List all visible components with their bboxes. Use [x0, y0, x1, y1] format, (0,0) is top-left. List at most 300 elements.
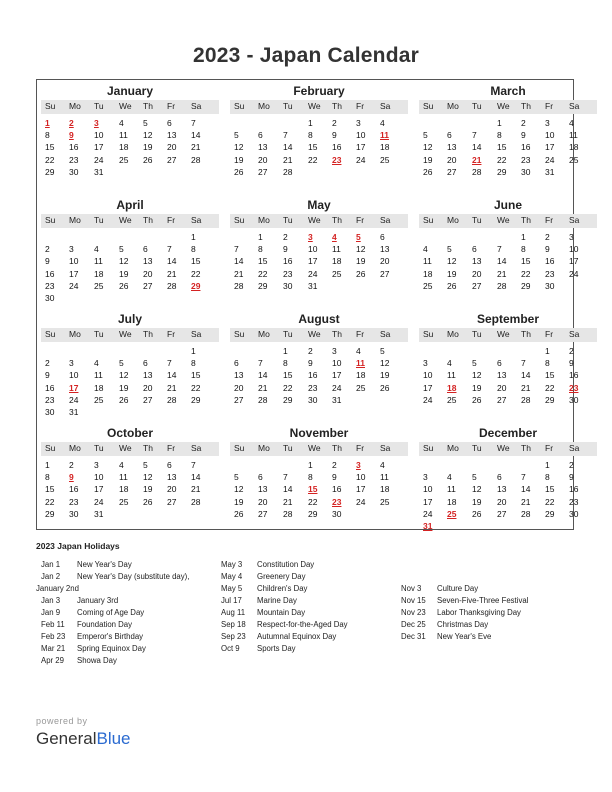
- calendar-date: 3: [69, 244, 74, 255]
- calendar-date: 8: [45, 472, 50, 483]
- month-name: March: [490, 84, 526, 98]
- holiday-name: New Year's Eve: [437, 632, 492, 641]
- calendar-date: 30: [332, 508, 342, 519]
- holiday-entry: [41, 608, 189, 620]
- holiday-date-label: Jan 3: [41, 596, 61, 605]
- month-august: [230, 312, 408, 422]
- calendar-date: 22: [497, 154, 507, 165]
- calendar-date: 15: [545, 484, 555, 495]
- holiday-date: 15: [308, 484, 318, 495]
- calendar-date: 1: [545, 460, 550, 470]
- weekday-label: We: [119, 215, 132, 225]
- weekday-header: [230, 100, 408, 114]
- month-july: [41, 312, 219, 422]
- calendar-date: 15: [45, 142, 55, 153]
- calendar-date: 19: [119, 382, 129, 393]
- calendar-date: 8: [521, 244, 526, 255]
- calendar-date: 7: [191, 118, 196, 128]
- calendar-date: 17: [356, 142, 366, 153]
- holiday-name: Foundation Day: [77, 620, 133, 629]
- holiday-entry: [221, 644, 348, 656]
- calendar-date: 4: [94, 244, 99, 255]
- calendar-date: 28: [234, 280, 244, 291]
- holiday-entry: [401, 584, 528, 596]
- calendar-date: 26: [143, 154, 153, 165]
- calendar-date: 16: [69, 484, 79, 495]
- calendar-date: 16: [283, 256, 293, 267]
- weekday-label: We: [497, 101, 510, 111]
- calendar-date: 4: [119, 118, 124, 128]
- brand-part-2: Blue: [96, 729, 131, 748]
- weekday-label: Tu: [472, 443, 482, 453]
- month-february: [230, 84, 408, 194]
- calendar-date: 4: [380, 118, 385, 128]
- calendar-date: 20: [258, 496, 268, 507]
- holiday-date-label: Jan 1: [41, 560, 61, 569]
- page-title: 2023 - Japan Calendar: [193, 44, 419, 67]
- month-name: January: [106, 84, 154, 98]
- weekday-label: Mo: [258, 215, 270, 225]
- calendar-date: 27: [380, 268, 390, 279]
- calendar-date: 6: [258, 472, 263, 483]
- holiday-name: Autumnal Equinox Day: [257, 632, 337, 641]
- calendar-date: 20: [258, 154, 268, 165]
- calendar-date: 31: [94, 166, 104, 177]
- weekday-label: Fr: [167, 101, 176, 111]
- month-name: September: [476, 312, 540, 326]
- calendar-date: 29: [45, 166, 55, 177]
- calendar-date: 4: [569, 118, 574, 128]
- calendar-date: 30: [69, 166, 79, 177]
- calendar-date: 11: [447, 370, 456, 381]
- calendar-date: 1: [545, 346, 550, 356]
- calendar-date: 7: [258, 358, 263, 369]
- calendar-date: 8: [308, 130, 313, 141]
- calendar-date: 2: [45, 244, 50, 255]
- holiday-name: Coming of Age Day: [77, 608, 145, 617]
- calendar-date: 25: [119, 496, 129, 507]
- weekday-label: Mo: [258, 443, 270, 453]
- calendar-date: 26: [472, 394, 482, 405]
- calendar-date: 19: [356, 256, 366, 267]
- holiday-column: [221, 560, 348, 656]
- calendar-date: 12: [143, 130, 153, 141]
- calendar-date: 1: [45, 460, 50, 470]
- calendar-date: 16: [545, 256, 555, 267]
- calendar-date: 30: [545, 280, 555, 291]
- calendar-date: 27: [447, 166, 457, 177]
- calendar-date: 18: [119, 484, 129, 495]
- weekday-label: Su: [423, 101, 434, 111]
- weekday-label: We: [497, 329, 510, 339]
- calendar-date: 6: [167, 460, 172, 470]
- calendar-date: 8: [545, 358, 550, 369]
- calendar-date: 25: [119, 154, 129, 165]
- calendar-date: 26: [119, 280, 129, 291]
- calendar-date: 30: [45, 407, 55, 417]
- calendar-date: 8: [191, 358, 196, 369]
- holiday-date-label: Mar 21: [41, 644, 66, 653]
- calendar-date: 18: [119, 142, 129, 153]
- weekday-label: Sa: [191, 329, 202, 339]
- calendar-date: 9: [521, 130, 526, 141]
- calendar-date: 6: [380, 232, 385, 242]
- calendar-date: 19: [472, 496, 482, 507]
- calendar-date: 12: [234, 142, 244, 153]
- holiday-name: New Year's Day (substitute day),: [77, 572, 190, 581]
- calendar-date: 22: [191, 382, 201, 393]
- calendar-date: 7: [497, 244, 502, 255]
- calendar-date: 20: [472, 268, 482, 279]
- holiday-name: Sports Day: [257, 644, 296, 653]
- calendar-date: 6: [234, 358, 239, 369]
- calendar-date: 13: [143, 256, 153, 267]
- calendar-date: 23: [521, 154, 531, 165]
- calendar-date: 24: [356, 496, 366, 507]
- calendar-date: 12: [472, 370, 482, 381]
- calendar-date: 20: [143, 382, 153, 393]
- calendar-date: 19: [234, 154, 244, 165]
- calendar-date: 18: [569, 142, 579, 153]
- holiday-entry: [41, 572, 189, 584]
- calendar-date: 25: [447, 394, 457, 405]
- calendar-date: 15: [308, 142, 318, 153]
- calendar-date: 12: [472, 484, 482, 495]
- calendar-date: 10: [308, 244, 318, 255]
- weekday-label: Th: [332, 101, 342, 111]
- weekday-label: We: [119, 329, 132, 339]
- calendar-date: 7: [472, 130, 477, 141]
- weekday-label: Th: [521, 329, 531, 339]
- calendar-date: 24: [423, 394, 433, 405]
- calendar-date: 17: [69, 268, 79, 279]
- weekday-label: We: [119, 443, 132, 453]
- calendar-date: 25: [94, 280, 104, 291]
- weekday-label: Su: [234, 101, 245, 111]
- calendar-date: 21: [191, 142, 201, 153]
- calendar-date: 5: [119, 358, 124, 369]
- calendar-date: 22: [545, 496, 555, 507]
- calendar-date: 26: [423, 166, 433, 177]
- calendar-date: 3: [69, 358, 74, 369]
- calendar-date: 1: [308, 460, 313, 470]
- calendar-date: 26: [119, 394, 129, 405]
- calendar-date: 8: [258, 244, 263, 255]
- calendar-date: 5: [423, 130, 428, 141]
- holiday-date-label: Oct 9: [221, 644, 240, 653]
- calendar-date: 25: [380, 496, 390, 507]
- weekday-label: Tu: [472, 329, 482, 339]
- holiday-date: 5: [356, 232, 361, 242]
- calendar-date: 19: [234, 496, 244, 507]
- calendar-date: 18: [94, 268, 104, 279]
- calendar-date: 7: [234, 244, 239, 255]
- holiday-date: 3: [356, 460, 361, 470]
- weekday-label: Su: [234, 443, 245, 453]
- weekday-label: Tu: [94, 215, 104, 225]
- calendar-date: 7: [167, 358, 172, 369]
- month-march: [419, 84, 597, 194]
- holiday-name: Showa Day: [77, 656, 117, 665]
- calendar-date: 11: [423, 256, 432, 267]
- holiday-date-label: Jul 17: [221, 596, 242, 605]
- calendar-date: 13: [167, 472, 177, 483]
- month-name: June: [493, 198, 522, 212]
- holiday-name: New Year's Day: [77, 560, 132, 569]
- calendar-date: 30: [569, 508, 579, 519]
- weekday-label: Mo: [447, 215, 459, 225]
- calendar-date: 4: [94, 358, 99, 369]
- calendar-date: 14: [283, 484, 293, 495]
- calendar-date: 30: [69, 508, 79, 519]
- holiday-date: 21: [472, 154, 482, 165]
- calendar-date: 14: [258, 370, 268, 381]
- calendar-date: 2: [332, 118, 337, 128]
- holiday-date: 23: [332, 496, 342, 507]
- weekday-header: [41, 100, 219, 114]
- calendar-date: 18: [94, 382, 104, 393]
- calendar-date: 13: [472, 256, 482, 267]
- calendar-date: 23: [45, 394, 55, 405]
- holiday-date: 31: [423, 521, 433, 531]
- calendar-date: 24: [94, 496, 104, 507]
- month-name: February: [293, 84, 345, 98]
- calendar-date: 23: [45, 280, 55, 291]
- calendar-date: 16: [332, 484, 342, 495]
- holiday-date: 25: [447, 508, 457, 519]
- calendar-date: 9: [308, 358, 313, 369]
- holiday-entry: [221, 584, 348, 596]
- weekday-label: Th: [521, 101, 531, 111]
- calendar-date: 31: [308, 280, 318, 291]
- holiday-name: Marine Day: [257, 596, 297, 605]
- calendar-date: 28: [521, 394, 531, 405]
- holiday-date-label: Apr 29: [41, 656, 64, 665]
- weekday-label: Fr: [356, 329, 365, 339]
- calendar-date: 10: [94, 130, 104, 141]
- calendar-date: 18: [380, 142, 390, 153]
- weekday-header: [419, 214, 597, 228]
- calendar-date: 25: [423, 280, 433, 291]
- month-september: [419, 312, 597, 422]
- calendar-date: 16: [521, 142, 531, 153]
- calendar-date: 7: [521, 358, 526, 369]
- calendar-date: 15: [45, 484, 55, 495]
- weekday-label: Su: [45, 215, 56, 225]
- calendar-date: 19: [143, 142, 153, 153]
- holiday-entry: [221, 608, 348, 620]
- weekday-header: [230, 214, 408, 228]
- calendar-date: 16: [45, 268, 55, 279]
- holiday-date: 9: [69, 130, 74, 141]
- weekday-label: Su: [45, 101, 56, 111]
- calendar-date: 18: [332, 256, 342, 267]
- calendar-date: 2: [569, 460, 574, 470]
- calendar-date: 9: [45, 370, 50, 381]
- calendar-date: 9: [569, 358, 574, 369]
- calendar-date: 18: [447, 496, 457, 507]
- weekday-label: Tu: [283, 329, 293, 339]
- weekday-header: [419, 100, 597, 114]
- month-name: July: [117, 312, 142, 326]
- calendar-date: 1: [497, 118, 502, 128]
- calendar-date: 15: [497, 142, 507, 153]
- calendar-date: 14: [283, 142, 293, 153]
- calendar-date: 27: [497, 508, 507, 519]
- calendar-date: 14: [191, 472, 201, 483]
- calendar-date: 21: [167, 382, 177, 393]
- calendar-date: 13: [258, 484, 268, 495]
- calendar-date: 17: [423, 382, 433, 393]
- calendar-date: 29: [283, 394, 293, 405]
- calendar-date: 5: [380, 346, 385, 356]
- calendar-date: 18: [380, 484, 390, 495]
- calendar-date: 24: [332, 382, 342, 393]
- weekday-label: Tu: [94, 101, 104, 111]
- calendar-date: 5: [234, 130, 239, 141]
- weekday-label: Mo: [69, 329, 81, 339]
- calendar-date: 2: [69, 460, 74, 470]
- calendar-date: 5: [447, 244, 452, 255]
- holiday-name: January 2nd: [36, 584, 79, 593]
- calendar-date: 24: [569, 268, 579, 279]
- calendar-date: 22: [191, 268, 201, 279]
- calendar-date: 21: [283, 154, 293, 165]
- calendar-date: 9: [545, 244, 550, 255]
- calendar-date: 21: [258, 382, 268, 393]
- calendar-date: 20: [447, 154, 457, 165]
- weekday-label: Th: [332, 329, 342, 339]
- calendar-date: 28: [167, 394, 177, 405]
- holiday-entry: [41, 644, 189, 656]
- calendar-date: 27: [497, 394, 507, 405]
- calendar-date: 21: [521, 382, 531, 393]
- calendar-date: 15: [283, 370, 293, 381]
- calendar-date: 12: [119, 256, 129, 267]
- weekday-header: [419, 328, 597, 342]
- holiday-entry: [221, 560, 348, 572]
- calendar-date: 9: [332, 130, 337, 141]
- weekday-label: Sa: [191, 101, 202, 111]
- calendar-date: 3: [569, 232, 574, 242]
- holiday-entry: [221, 572, 348, 584]
- weekday-header: [41, 442, 219, 456]
- holiday-date-label: Nov 15: [401, 596, 426, 605]
- calendar-date: 23: [69, 154, 79, 165]
- calendar-date: 11: [447, 484, 456, 495]
- holiday-date-label: Dec 31: [401, 632, 426, 641]
- weekday-label: Mo: [447, 101, 459, 111]
- weekday-label: Mo: [447, 443, 459, 453]
- calendar-date: 17: [94, 484, 104, 495]
- calendar-date: 12: [423, 142, 433, 153]
- calendar-date: 7: [283, 472, 288, 483]
- weekday-label: Tu: [94, 329, 104, 339]
- month-may: [230, 198, 408, 308]
- weekday-header: [230, 442, 408, 456]
- calendar-date: 10: [423, 370, 433, 381]
- weekday-label: We: [119, 101, 132, 111]
- weekday-label: Th: [521, 443, 531, 453]
- weekday-label: Tu: [472, 215, 482, 225]
- month-october: [41, 426, 219, 536]
- calendar-date: 10: [94, 472, 104, 483]
- calendar-date: 17: [423, 496, 433, 507]
- holiday-column: [401, 584, 528, 644]
- holiday-entry: [41, 560, 189, 572]
- holiday-column: [36, 560, 190, 668]
- weekday-label: Th: [143, 101, 153, 111]
- month-name: December: [478, 426, 538, 440]
- calendar-date: 26: [234, 508, 244, 519]
- calendar-date: 28: [497, 280, 507, 291]
- calendar-date: 5: [119, 244, 124, 255]
- calendar-date: 11: [332, 244, 341, 255]
- calendar-date: 27: [143, 394, 153, 405]
- weekday-label: Mo: [69, 215, 81, 225]
- weekday-label: Mo: [447, 329, 459, 339]
- calendar-date: 1: [258, 232, 263, 242]
- weekday-label: We: [308, 329, 321, 339]
- calendar-date: 25: [569, 154, 579, 165]
- holiday-entry: [36, 584, 189, 596]
- weekday-label: Tu: [283, 101, 293, 111]
- calendar-date: 16: [332, 142, 342, 153]
- calendar-date: 11: [119, 130, 128, 141]
- weekday-label: Sa: [191, 443, 202, 453]
- calendar-date: 12: [356, 244, 366, 255]
- holiday-name: January 3rd: [77, 596, 119, 605]
- calendar-date: 31: [545, 166, 555, 177]
- calendar-date: 2: [283, 232, 288, 242]
- calendar-date: 1: [521, 232, 526, 242]
- weekday-label: Mo: [258, 101, 270, 111]
- calendar-date: 16: [45, 382, 55, 393]
- weekday-label: Sa: [569, 329, 580, 339]
- calendar-date: 27: [472, 280, 482, 291]
- calendar-date: 17: [308, 256, 318, 267]
- calendar-date: 11: [119, 472, 128, 483]
- calendar-date: 27: [167, 496, 177, 507]
- calendar-date: 17: [569, 256, 579, 267]
- calendar-date: 4: [380, 460, 385, 470]
- holiday-date: 11: [356, 358, 365, 369]
- calendar-date: 23: [308, 382, 318, 393]
- calendar-date: 26: [356, 268, 366, 279]
- calendar-date: 22: [45, 154, 55, 165]
- calendar-date: 6: [472, 244, 477, 255]
- holiday-date-label: Feb 23: [41, 632, 66, 641]
- calendar-date: 25: [94, 394, 104, 405]
- calendar-date: 2: [332, 460, 337, 470]
- weekday-label: Fr: [545, 215, 554, 225]
- holiday-date-label: Nov 3: [401, 584, 422, 593]
- calendar-date: 31: [69, 407, 79, 417]
- holiday-date: 2: [69, 118, 74, 128]
- calendar-date: 12: [380, 358, 390, 369]
- calendar-date: 1: [191, 232, 196, 242]
- weekday-label: Th: [143, 329, 153, 339]
- holiday-date: 1: [45, 118, 50, 128]
- calendar-date: 8: [497, 130, 502, 141]
- holiday-entry: [401, 596, 528, 608]
- calendar-date: 26: [447, 280, 457, 291]
- calendar-date: 30: [283, 280, 293, 291]
- calendar-date: 21: [234, 268, 244, 279]
- calendar-date: 24: [69, 394, 79, 405]
- calendar-date: 8: [545, 472, 550, 483]
- calendar-date: 16: [69, 142, 79, 153]
